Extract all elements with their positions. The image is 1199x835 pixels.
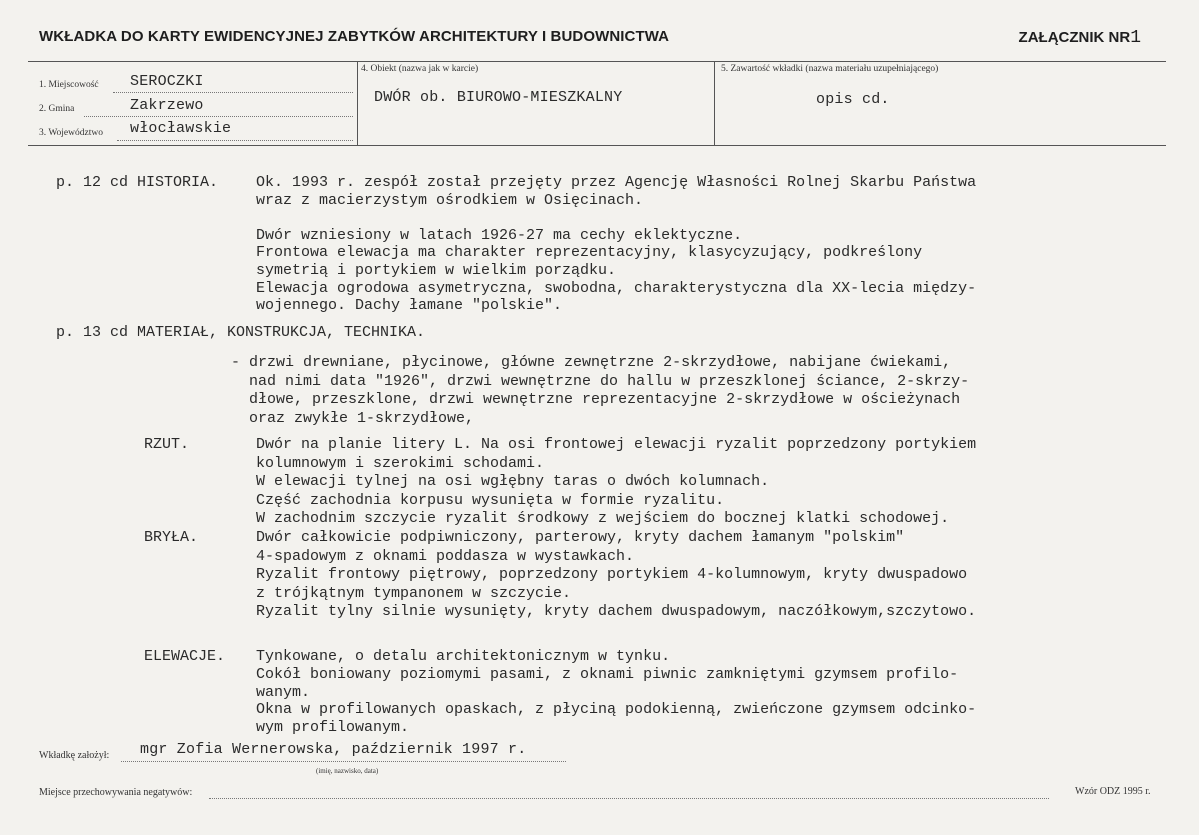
text-line: Dwór wzniesiony w latach 1926-27 ma cechy eklektyczne. bbox=[256, 226, 743, 244]
text-line: W zachodnim szczycie ryzalit środkowy z wejściem do bocznej klatki schodowej. bbox=[256, 510, 950, 528]
text-line: Dwór całkowicie podpiwniczony, parterowy, kryty dachem łamanym "polskim" bbox=[256, 529, 905, 546]
rzut-heading: RZUT. bbox=[144, 436, 190, 453]
text-line: Tynkowane, o detalu architektonicznym w tynku. bbox=[256, 648, 671, 665]
p13-heading: p. 13 cd MATERIAŁ, KONSTRUKCJA, TECHNIKA. bbox=[56, 324, 426, 341]
zawartosc-label: 5. Zawartość wkładki (nazwa materiału uzupełniającego) bbox=[721, 64, 939, 74]
text-line: kolumnowym i szerokimi schodami. bbox=[256, 454, 545, 472]
wojewodztwo-value: włocławskie bbox=[130, 120, 232, 137]
text-line: dłowe, przeszklone, drzwi wewnętrzne reprezentacyjne 2-skrzydłowe w ościeżynach bbox=[231, 391, 961, 408]
obiekt-label: 4. Obiekt (nazwa jak w karcie) bbox=[361, 64, 479, 74]
text-line: Cokół boniowany poziomymi pasami, z oknami piwnic zamkniętymi gzymsem profilo- bbox=[256, 665, 959, 683]
form-code: Wzór ODZ 1995 r. bbox=[1075, 786, 1151, 797]
text-line: Dwór na planie litery L. Na osi frontowej elewacji ryzalit poprzedzony portykiem bbox=[256, 436, 977, 453]
negatives-line bbox=[209, 798, 1049, 799]
gmina-label: 2. Gmina bbox=[39, 104, 75, 114]
text-line: wraz z macierzystym ośrodkiem w Osięcinach. bbox=[256, 191, 644, 209]
wojewodztwo-label: 3. Województwo bbox=[39, 128, 103, 138]
box-divider-1 bbox=[357, 61, 358, 145]
wojewodztwo-line bbox=[117, 140, 353, 141]
annex-label-text: ZAŁĄCZNIK NR bbox=[1018, 29, 1131, 46]
text-line: wojennego. Dachy łamane "polskie". bbox=[256, 297, 563, 315]
gmina-value: Zakrzewo bbox=[130, 97, 204, 114]
text-line: W elewacji tylnej na osi wgłębny taras o dwóch kolumnach. bbox=[256, 473, 770, 491]
annex-number: 1 bbox=[1130, 28, 1141, 48]
text-line: Ok. 1993 r. zespół został przejęty przez Agencję Własności Rolnej Skarbu Państwa bbox=[256, 174, 977, 191]
annex-label bbox=[1019, 28, 1141, 48]
text-line: wanym. bbox=[256, 683, 311, 701]
author-label: Wkładkę założył: bbox=[39, 750, 110, 761]
zawartosc-value: opis cd. bbox=[816, 91, 890, 108]
author-line bbox=[121, 761, 566, 762]
box-bottom-border bbox=[28, 145, 1166, 146]
p12-heading: p. 12 cd HISTORIA. bbox=[56, 174, 219, 191]
negatives-label: Miejsce przechowywania negatywów: bbox=[39, 787, 193, 798]
obiekt-value: DWÓR ob. BIUROWO-MIESZKALNY bbox=[374, 89, 623, 106]
author-hint: (imię, nazwisko, data) bbox=[316, 767, 379, 775]
miejscowosc-value: SEROCZKI bbox=[130, 73, 204, 90]
box-top-border bbox=[28, 61, 1166, 62]
bryla-heading: BRYŁA. bbox=[144, 529, 199, 546]
box-divider-2 bbox=[714, 61, 715, 145]
text-line: 4-spadowym z oknami poddasza w wystawkach. bbox=[256, 547, 635, 565]
gmina-line bbox=[84, 116, 353, 117]
miejscowosc-line bbox=[113, 92, 353, 93]
form-title: WKŁADKA DO KARTY EWIDENCYJNEJ ZABYTKÓW ARCHITEKTURY I BUDOWNICTWA bbox=[39, 28, 670, 45]
text-line: Część zachodnia korpusu wysunięta w formie ryzalitu. bbox=[256, 491, 725, 509]
text-line: Elewacja ogrodowa asymetryczna, swobodna, charakterystyczna dla XX-lecia między- bbox=[256, 279, 977, 297]
elewacje-heading: ELEWACJE. bbox=[144, 648, 226, 665]
text-line: Ryzalit tylny silnie wysunięty, kryty dachem dwuspadowym, naczółkowym,szczytowo. bbox=[256, 603, 977, 621]
text-line: wym profilowanym. bbox=[256, 719, 410, 737]
text-line: Okna w profilowanych opaskach, z płyciną podokienną, zwieńczone gzymsem odcinko- bbox=[256, 701, 977, 719]
miejscowosc-label: 1. Miejscowość bbox=[39, 80, 99, 90]
text-line: oraz zwykłe 1-skrzydłowe, bbox=[231, 409, 475, 427]
text-line: symetrią i portykiem w wielkim porządku. bbox=[256, 262, 617, 279]
author-value: mgr Zofia Wernerowska, październik 1997 r. bbox=[140, 741, 527, 758]
text-line: z trójkątnym tympanonem w szczycie. bbox=[256, 584, 572, 602]
text-line: - drzwi drewniane, płycinowe, główne zewnętrzne 2-skrzydłowe, nabijane ćwiekami, bbox=[231, 354, 952, 371]
text-line: nad nimi data "1926", drzwi wewnętrzne do hallu w przeszklonej ściance, 2-skrzy- bbox=[231, 372, 970, 390]
text-line: Ryzalit frontowy piętrowy, poprzedzony portykiem 4-kolumnowym, kryty dwuspadowo bbox=[256, 566, 968, 584]
text-line: Frontowa elewacja ma charakter reprezentacyjny, klasycyzujący, podkreślony bbox=[256, 244, 923, 262]
